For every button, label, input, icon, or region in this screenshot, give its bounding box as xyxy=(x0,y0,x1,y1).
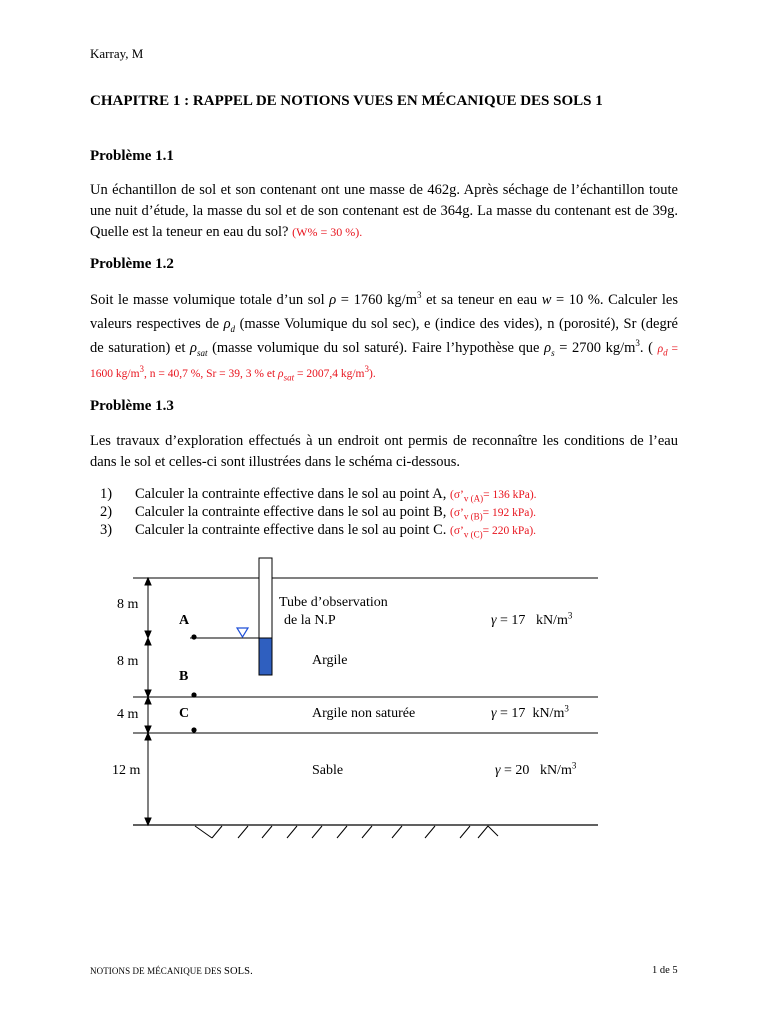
question-item: 1) Calculer la contrainte effective dans le sol au point A, ($\sigma’_{v (A)}= 136$ kPa). xyxy=(100,486,537,504)
problem-1-1-body: Un échantillon de sol et son contenant ont une masse de 462g. Après séchage de l’échantillon toute une nuit d’étude, la masse du sol et de son contenant est de 364g. La masse du contenant est de 39g. Quelle est la teneur en eau du sol? xyxy=(90,182,678,240)
soil-profile-diagram xyxy=(0,540,768,860)
tube-label-line2: de la N.P xyxy=(284,613,336,628)
point-a-dot xyxy=(191,634,196,639)
problem-1-1-text xyxy=(90,180,678,243)
depth-label-1: 8 m xyxy=(117,597,139,612)
depth-label-4: 12 m xyxy=(112,763,141,778)
tube-label-line1: Tube d’observation xyxy=(279,595,388,610)
unit-weight-2: γ = 17 $kN/m^3$ xyxy=(491,703,569,721)
problem-1-2-answer: n = 40,7 %, Sr = 39, 3 % et xyxy=(149,368,276,380)
layer-label-clay: Argile xyxy=(312,653,348,668)
problem-1-2-title: Problème 1.2 xyxy=(90,256,174,272)
footer-title: NOTIONS DE MÉCANIQUE DES SOLS. xyxy=(90,966,253,977)
point-a-label: A xyxy=(179,613,190,628)
layer-label-unsaturated-clay: Argile non saturée xyxy=(312,706,416,721)
soil-profile-drawing xyxy=(0,540,768,860)
problem-1-2-text: Soit le masse volumique totale d’un sol ρ = 1760 $kg/m^3$ et sa teneur en eau w = 10 %. Calculer les valeurs respectives de $\rho_d$ (masse Volumique du sol sec), e (indice des vides), n (porosité), Sr (degré de saturation) et $\rho_{sat}$ (masse volumique du sol saturé). Faire l’hypothèse que $\rho_s = 2700$ $kg/m^3$. ( $\rho_d = 1600$ $kg/m^3$, n = 40,7 %, Sr = 39, 3 % et $\rho_{sat} = 2007,4$ $kg/m^3$). xyxy=(90,290,678,383)
observation-tube xyxy=(259,558,272,638)
depth-label-3: 4 m xyxy=(117,707,139,722)
page-number: 1 de 5 xyxy=(652,965,678,976)
problem-1-3-title: Problème 1.3 xyxy=(90,398,174,414)
tube-water-column xyxy=(259,638,272,675)
unit-weight-3: γ = 20 $kN/m^3$ xyxy=(495,760,577,778)
point-b-label: B xyxy=(179,669,189,684)
problem-1-3-questions xyxy=(100,486,700,540)
layer-label-sand: Sable xyxy=(312,763,344,778)
problem-1-3-intro: Les travaux d’exploration effectués à un endroit ont permis de reconnaître les conditions de l’eau dans le sol et celles-ci sont illustrées dans le schéma ci-dessous. xyxy=(90,433,678,470)
problem-1-1-title: Problème 1.1 xyxy=(90,148,174,164)
author-header: Karray, M xyxy=(90,46,144,61)
unit-weight-1: γ = 17 $kN/m^3$ xyxy=(491,610,573,628)
chapter-title: CHAPITRE 1 : RAPPEL DE NOTIONS VUES EN MÉCANIQUE DES SOLS 1 xyxy=(90,93,603,109)
depth-dimension-line xyxy=(145,578,151,825)
point-c-dot xyxy=(191,727,196,732)
question-item: 3) Calculer la contrainte effective dans le sol au point C. ($\sigma’_{v (C)}= 220$ kPa). xyxy=(100,522,537,540)
water-level-triangle xyxy=(237,628,248,637)
depth-label-2: 8 m xyxy=(117,654,139,669)
point-c-label: C xyxy=(179,706,190,721)
question-item: 2) Calculer la contrainte effective dans le sol au point B, ($\sigma’_{v (B)}= 192$ kPa). xyxy=(100,504,537,522)
bedrock-hatching xyxy=(195,826,498,838)
problem-1-1-answer: (W% = 30 %). xyxy=(292,225,363,239)
point-b-dot xyxy=(191,692,196,697)
